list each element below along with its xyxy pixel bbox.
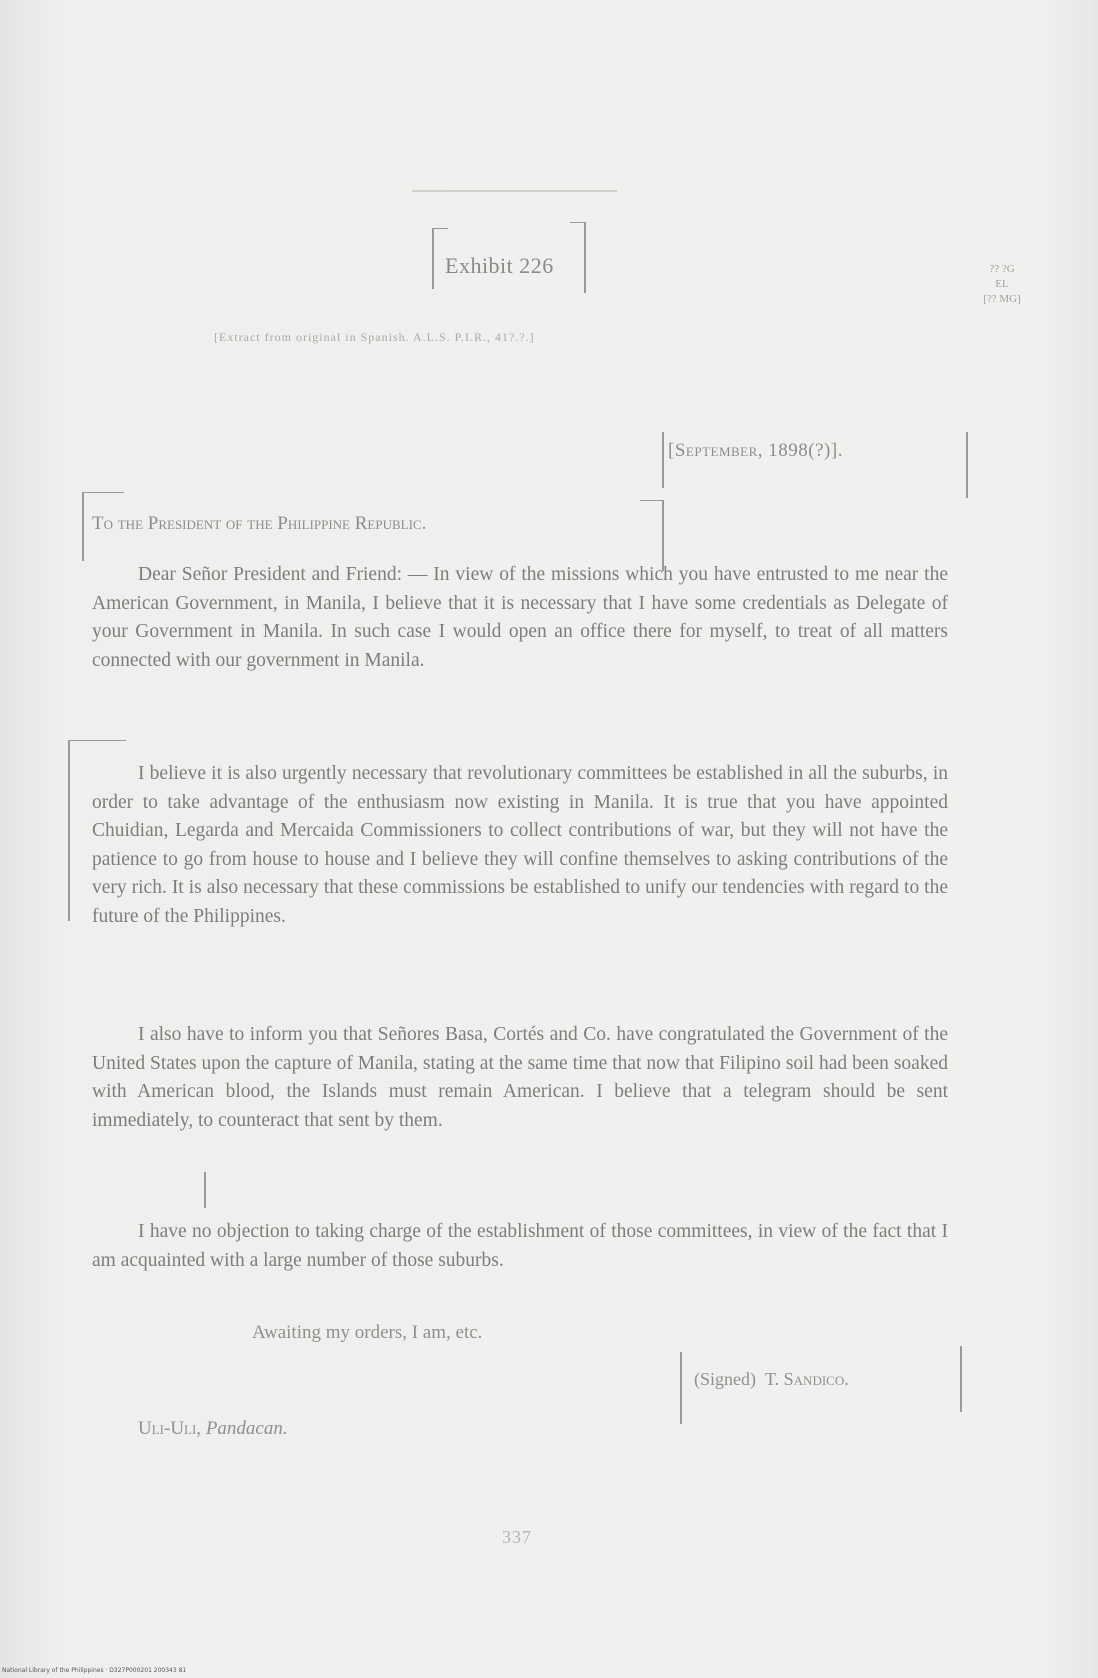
paragraph-3-end-bracket <box>200 1172 206 1208</box>
exhibit-right-bracket <box>570 222 586 293</box>
top-rule <box>412 190 617 192</box>
paragraph-1: Dear Señor President and Friend: — In view of the missions which you have entrusted to me near the American Government, in Manila, I believe that it is necessary that I have some credentials as Delegate of your Government in Manila. In such case I would open an office there for myself, to treat of all matters connected with our government in Manila. <box>92 564 948 671</box>
closing-line: Awaiting my orders, I am, etc. <box>252 1322 483 1343</box>
margin-note <box>962 262 1042 307</box>
signature-name: T. Sandico. <box>765 1369 849 1389</box>
signature-prefix: (Signed) <box>694 1369 756 1389</box>
page-number: 337 <box>502 1527 532 1547</box>
place-name: Uli-Uli, <box>138 1418 202 1439</box>
place-line <box>138 1418 288 1440</box>
exhibit-title: Exhibit 226 <box>445 253 554 278</box>
extract-note: [Extract from original in Spanish. A.L.S. P.I.R., 41?.?.] <box>214 330 535 344</box>
letter-date: [September, 1898(?)]. <box>668 440 843 461</box>
signature-right-bracket <box>948 1346 962 1412</box>
signature-left-bracket <box>680 1352 694 1424</box>
date-right-bracket <box>958 432 968 498</box>
place-district: Pandacan. <box>205 1418 288 1439</box>
footer-credit: National Library of the Philippines · D327P000201 200343 81 <box>2 1667 187 1674</box>
margin-note-line: ?? ?G <box>989 263 1015 275</box>
margin-note-line: [?? MG] <box>983 293 1021 305</box>
paragraph-3: I also have to inform you that Señores Basa, Cortés and Co. have congratulated the Government of the United States upon the capture of Manila, stating at the same time that now that Filipino soil had been soaked with American blood, the Islands must remain American. I believe that a telegram should be sent immediately, to counteract that sent by them. <box>92 1024 948 1131</box>
paragraph-4: I have no objection to taking charge of the establishment of those committees, in view of the fact that I am acquainted with a large number of those suburbs. <box>92 1221 948 1271</box>
salutation: To the President of the Philippine Republic. <box>92 513 427 534</box>
signature <box>694 1369 849 1390</box>
margin-note-line: EL <box>995 278 1009 290</box>
paragraph-2: I believe it is also urgently necessary that revolutionary committees be established in all the suburbs, in order to take advantage of the enthusiasm now existing in Manila. It is true that you have appointed Chuidian, Legarda and Mercaida Commissioners to collect contributions of war, but they will not have the patience to go from house to house and I believe they will confine themselves to asking contributions of the very rich. It is also necessary that these commissions be established to unify our tendencies with regard to the future of the Philippines. <box>92 763 948 927</box>
